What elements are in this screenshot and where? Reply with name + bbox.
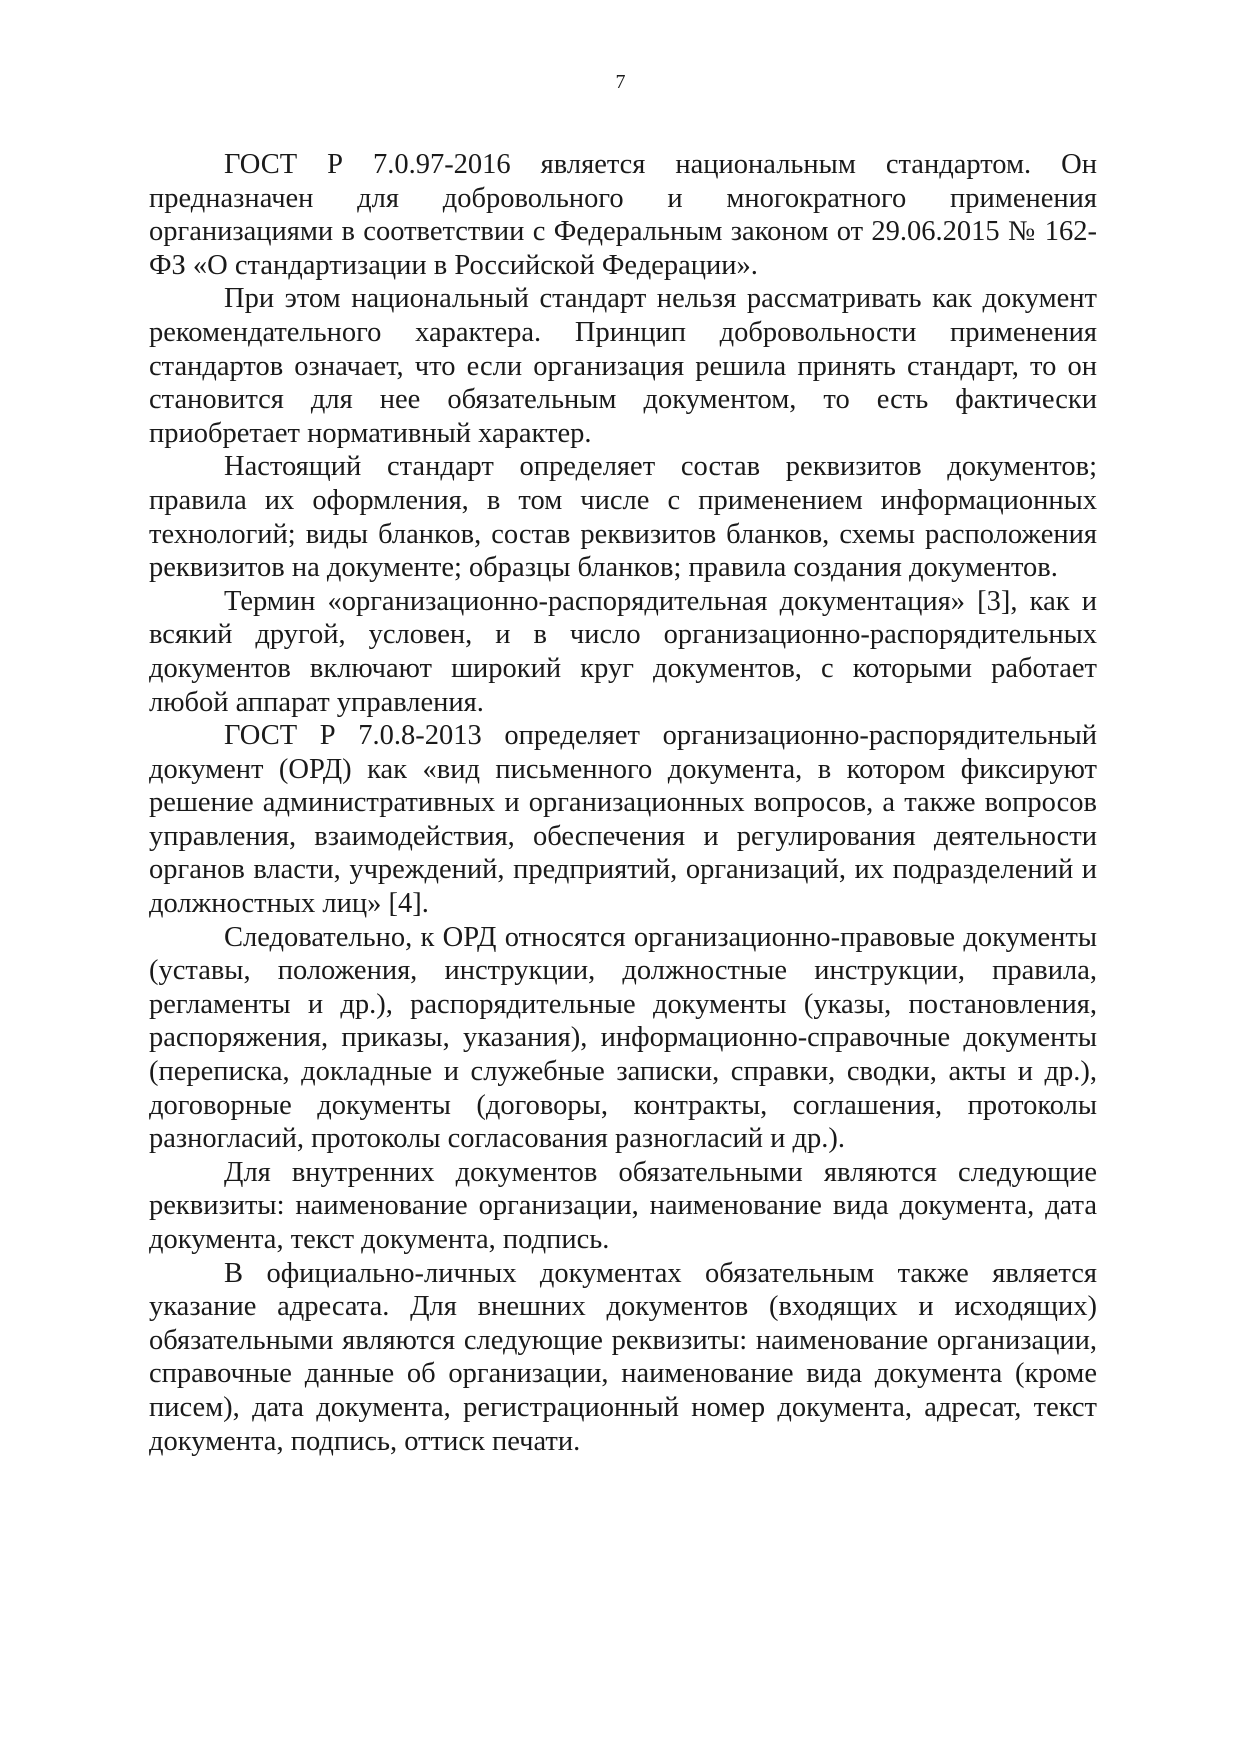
paragraph-gost-7-0-8-definition: ГОСТ Р 7.0.8-2013 определяет организационно-распорядительный документ (ОРД) как «вид письменного документа, в котором фиксируют решение административных и организационных вопросов, а также вопросов управления, взаимодействия, обеспечения и регулирования деятельности органов власти, учреждений, предприятий, организаций, их подразделений и должностных лиц» [4]. (149, 720, 1097, 920)
paragraph-external-requisites: В официально-личных документах обязательным также является указание адресата. Для внешних документов (входящих и исходящих) обязательными являются следующие реквизиты: наименование организации, справочные данные об организации, наименование вида документа (кроме писем), дата документа, регистрационный номер документа, адресат, текст документа, подпись, оттиск печати. (149, 1257, 1097, 1457)
paragraph-voluntary-principle: При этом национальный стандарт нельзя рассматривать как документ рекомендательного характера. Принцип добровольности применения стандартов означает, что если организация решила принять стандарт, то он становится для нее обязательным документом, то есть фактически приобретает нормативный характер. (149, 283, 1097, 449)
paragraph-internal-requisites: Для внутренних документов обязательными являются следующие реквизиты: наименование организации, наименование вида документа, дата документа, текст документа, подпись. (149, 1156, 1097, 1255)
paragraph-ord-types: Следовательно, к ОРД относятся организационно-правовые документы (уставы, положения, инструкции, должностные инструкции, правила, регламенты и др.), распорядительные документы (указы, постановления, распоряжения, приказы, указания), информационно-справочные документы (переписка, докладные и служебные записки, справки, сводки, акты и др.), договорные документы (договоры, контракты, соглашения, протоколы разногласий, протоколы согласования разногласий и др.). (149, 921, 1097, 1155)
paragraph-gost-7-0-97: ГОСТ Р 7.0.97-2016 является национальным стандартом. Он предназначен для добровольного и многократного применения организациями в соответствии с Федеральным законом от 29.06.2015 № 162-ФЗ «О стандартизации в Российской Федерации». (149, 149, 1097, 281)
paragraph-ord-term: Термин «организационно-распорядительная документация» [3], как и всякий другой, условен, и в число организационно-распорядительных документов включают широкий круг документов, с которыми работает любой аппарат управления. (149, 585, 1097, 718)
document-body (149, 148, 1097, 1458)
page-number: 7 (615, 71, 626, 93)
paragraph-standard-scope: Настоящий стандарт определяет состав реквизитов документов; правила их оформления, в том числе с применением информационных технологий; виды бланков, состав реквизитов бланков, схемы расположения реквизитов на документе; образцы бланков; правила создания документов. (149, 451, 1097, 584)
